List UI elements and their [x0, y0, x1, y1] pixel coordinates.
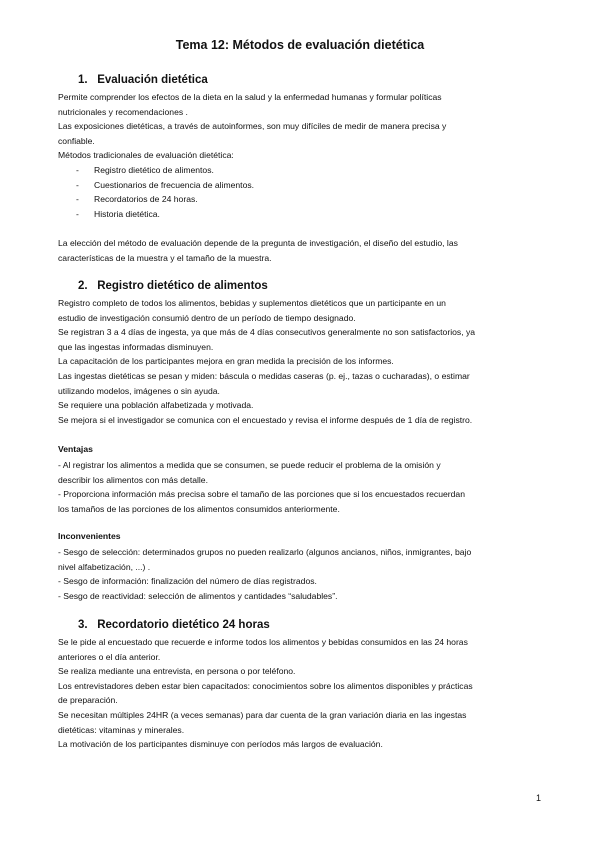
page-number: 1 — [536, 793, 542, 803]
section-1-heading: 1. Evaluación dietética — [78, 74, 208, 86]
list-item: - Recordatorios de 24 horas. — [76, 194, 198, 205]
section-2-heading: 2. Registro dietético de alimentos — [78, 280, 268, 292]
inconvenientes-body: - Sesgo de selección: determinados grupos no pueden realizarlo (algunos ancianos, niños, inmigrantes, bajo nivel alfabetización, ...) . - Sesgo de información: finalización del número de días registrados. - Sesgo de reactividad: selección de alimentos y cantidades “saludables”. — [58, 547, 472, 601]
list-item: - Historia dietética. — [76, 208, 160, 219]
section-1-list — [76, 163, 254, 221]
ventajas-body: - Al registrar los alimentos a medida que se consumen, se puede reducir el problema de la omisión y describir los alimentos con más detalle. - Proporciona información más precisa sobre el tamaño de las porciones que si los encuestados recuerdan los tamaños de las porciones de los alimentos consumidos anteriormente. — [58, 460, 465, 514]
document-title: Tema 12: Métodos de evaluación dietética — [175, 38, 425, 52]
ventajas-label: Ventajas — [58, 444, 93, 454]
section-1-body: Permite comprender los efectos de la dieta en la salud y la enfermedad humanas y formular políticas nutricionales y recomendaciones . Las exposiciones dietéticas, a través de autoinformes, son muy difíciles de medir de manera precisa y confiable. Métodos tradicionales de evaluación dietética: — [58, 92, 447, 161]
inconvenientes-label: Inconvenientes — [58, 531, 121, 541]
section-1-closing: La elección del método de evaluación depende de la pregunta de investigación, el diseño del estudio, las características de la muestra y el tamaño de la muestra. — [58, 238, 458, 263]
section-2-body: Registro completo de todos los alimentos, bebidas y suplementos dietéticos que un participante en un estudio de investigación consumió dentro de un período de tiempo designado. Se registran 3 a 4 días de ingesta, ya que más de 4 días consecutivos generalmente no son satisfactorios, ya que las ingestas informadas disminuyen. La capacitación de los participantes mejora en gran medida la precisión de los informes. Las ingestas dietéticas se pesan y miden: báscula o medidas caseras (p. ej., tazas o cucharadas), o estimar utilizando modelos, imágenes o sin ayuda. Se requiere una población alfabetizada y motivada. Se mejora si el investigador se comunica con el encuestado y revisa el informe después de 1 día de registro. — [58, 298, 476, 425]
section-3-heading: 3. Recordatorio dietético 24 horas — [78, 619, 270, 631]
section-3-body: Se le pide al encuestado que recuerde e informe todos los alimentos y bebidas consumidos en las 24 horas anteriores o el día anterior. Se realiza mediante una entrevista, en persona o por teléfono. Los entrevistadores deben estar bien capacitados: conocimientos sobre los alimentos disponibles y prácticas de preparación. Se necesitan múltiples 24HR (a veces semanas) para dar cuenta de la gran variación diaria en las ingestas dietéticas: vitaminas y minerales. La motivación de los participantes disminuye con períodos más largos de evaluación. — [58, 637, 473, 750]
list-item: - Cuestionarios de frecuencia de alimentos. — [76, 179, 255, 190]
list-item: - Registro dietético de alimentos. — [76, 165, 214, 175]
